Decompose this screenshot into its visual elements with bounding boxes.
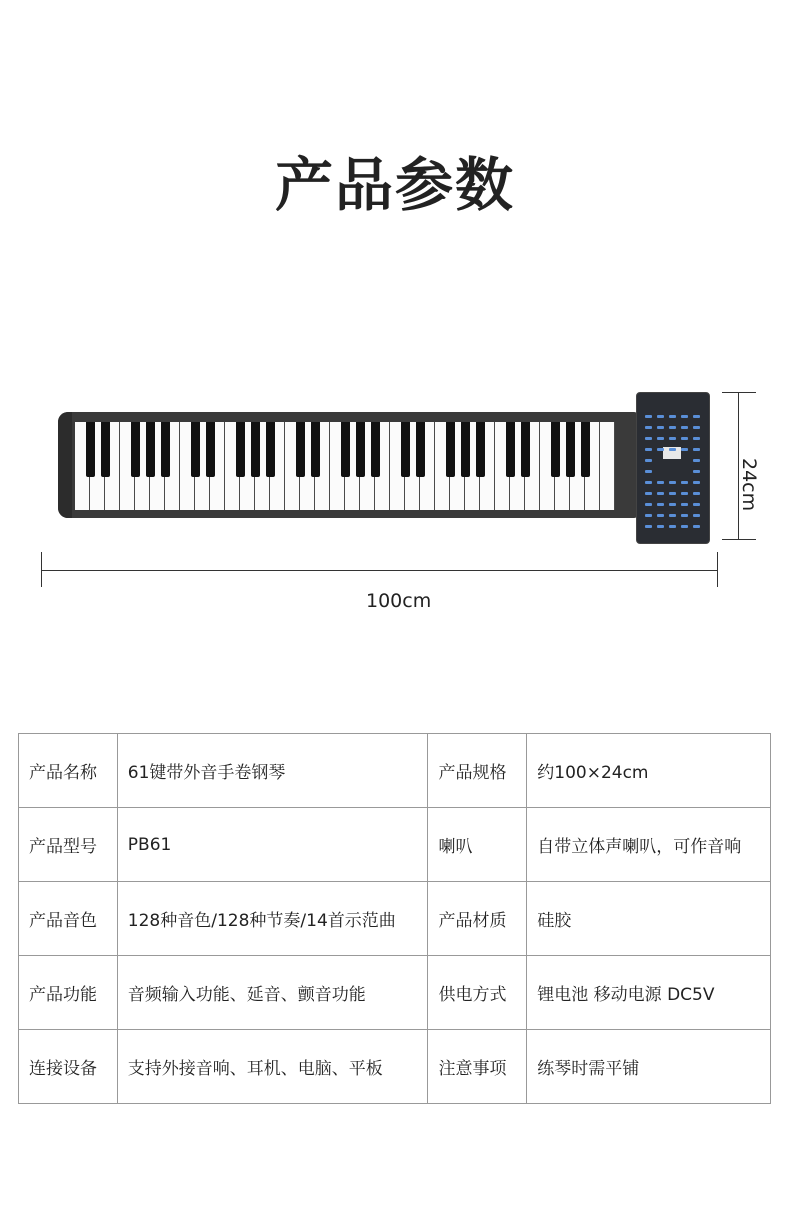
panel-button	[645, 514, 652, 517]
spec-label: 产品音色	[19, 882, 118, 956]
black-key	[566, 422, 575, 477]
spec-value: PB61	[117, 808, 428, 882]
panel-button	[681, 415, 688, 418]
spec-label: 产品名称	[19, 734, 118, 808]
panel-button	[669, 437, 676, 440]
panel-button	[669, 426, 676, 429]
black-key	[206, 422, 215, 477]
panel-button	[645, 459, 652, 462]
panel-button	[681, 503, 688, 506]
height-dim-cap-top	[722, 392, 756, 393]
spec-label: 喇叭	[428, 808, 527, 882]
black-key	[146, 422, 155, 477]
black-key	[521, 422, 530, 477]
spec-value: 61键带外音手卷钢琴	[117, 734, 428, 808]
black-key	[101, 422, 110, 477]
panel-button	[669, 448, 676, 451]
black-key	[236, 422, 245, 477]
width-dim-cap-left	[41, 552, 42, 587]
height-dim-label: 24cm	[738, 458, 760, 512]
height-dim-cap-bottom	[722, 539, 756, 540]
panel-button	[657, 492, 664, 495]
white-key	[600, 422, 615, 510]
black-key	[131, 422, 140, 477]
black-key	[581, 422, 590, 477]
panel-button	[657, 415, 664, 418]
black-key	[266, 422, 275, 477]
panel-button	[645, 470, 652, 473]
panel-button	[693, 470, 700, 473]
black-key	[251, 422, 260, 477]
black-key	[476, 422, 485, 477]
spec-row	[19, 956, 771, 1030]
black-key	[371, 422, 380, 477]
panel-button	[657, 448, 664, 451]
black-key	[161, 422, 170, 477]
spec-value: 硅胶	[527, 882, 771, 956]
black-key	[401, 422, 410, 477]
spec-value: 自带立体声喇叭，可作音响	[527, 808, 771, 882]
panel-button	[693, 459, 700, 462]
panel-button	[693, 437, 700, 440]
panel-button	[645, 492, 652, 495]
panel-button	[645, 448, 652, 451]
panel-button	[693, 492, 700, 495]
spec-table	[18, 733, 771, 1104]
panel-button	[669, 415, 676, 418]
black-key	[356, 422, 365, 477]
spec-row	[19, 808, 771, 882]
spec-value: 练琴时需平铺	[527, 1030, 771, 1104]
black-key	[296, 422, 305, 477]
panel-button	[645, 503, 652, 506]
panel-button	[693, 448, 700, 451]
spec-label: 产品型号	[19, 808, 118, 882]
spec-label: 注意事项	[428, 1030, 527, 1104]
panel-button	[693, 503, 700, 506]
panel-button	[657, 426, 664, 429]
product-image	[0, 380, 790, 620]
panel-button	[681, 492, 688, 495]
spec-value: 128种音色/128种节奏/14首示范曲	[117, 882, 428, 956]
panel-button	[693, 514, 700, 517]
panel-button	[669, 514, 676, 517]
black-key	[551, 422, 560, 477]
panel-button	[657, 503, 664, 506]
panel-button	[645, 415, 652, 418]
spec-row	[19, 1030, 771, 1104]
panel-button	[681, 481, 688, 484]
black-key	[416, 422, 425, 477]
panel-button	[669, 481, 676, 484]
black-key	[341, 422, 350, 477]
panel-button	[645, 481, 652, 484]
panel-button	[681, 426, 688, 429]
spec-label: 供电方式	[428, 956, 527, 1030]
width-dim-label: 100cm	[366, 590, 432, 612]
spec-value: 锂电池 移动电源 DC5V	[527, 956, 771, 1030]
page-title: 产品参数	[274, 151, 515, 219]
spec-label: 产品功能	[19, 956, 118, 1030]
panel-button	[693, 415, 700, 418]
width-dim-line	[41, 570, 718, 571]
panel-button	[669, 525, 676, 528]
spec-value: 支持外接音响、耳机、电脑、平板	[117, 1030, 428, 1104]
panel-button	[669, 503, 676, 506]
black-key	[446, 422, 455, 477]
spec-value: 约100×24cm	[527, 734, 771, 808]
black-key	[191, 422, 200, 477]
panel-button	[657, 437, 664, 440]
black-key	[86, 422, 95, 477]
panel-button	[645, 525, 652, 528]
panel-button	[657, 481, 664, 484]
panel-button	[681, 514, 688, 517]
piano-keybed	[75, 422, 615, 510]
black-key	[461, 422, 470, 477]
spec-label: 产品规格	[428, 734, 527, 808]
spec-value: 音频输入功能、延音、颤音功能	[117, 956, 428, 1030]
black-key	[506, 422, 515, 477]
panel-button	[681, 525, 688, 528]
width-dim-cap-right	[717, 552, 718, 587]
panel-button	[681, 437, 688, 440]
panel-button	[645, 437, 652, 440]
panel-button	[657, 525, 664, 528]
panel-button	[693, 525, 700, 528]
panel-button	[669, 492, 676, 495]
panel-button	[645, 426, 652, 429]
panel-button	[693, 481, 700, 484]
black-key	[311, 422, 320, 477]
panel-button	[693, 426, 700, 429]
control-panel	[636, 392, 710, 544]
spec-label: 连接设备	[19, 1030, 118, 1104]
spec-row	[19, 882, 771, 956]
spec-row	[19, 734, 771, 808]
panel-button	[657, 514, 664, 517]
spec-label: 产品材质	[428, 882, 527, 956]
panel-button	[681, 448, 688, 451]
